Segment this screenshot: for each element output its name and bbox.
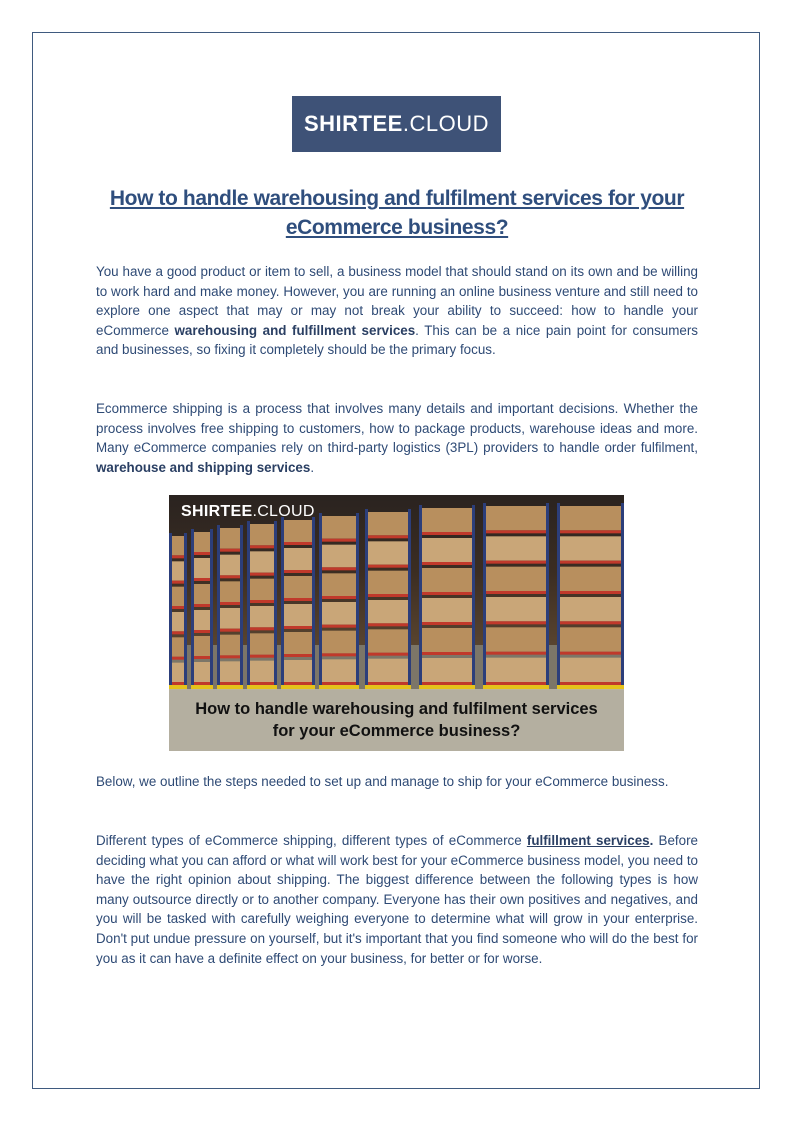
- shelf-boxes: [421, 538, 473, 562]
- shelf-post: [472, 505, 475, 685]
- shelf-beam: [247, 573, 277, 576]
- shelf-post: [312, 517, 315, 685]
- shelf-post: [483, 503, 486, 685]
- shelf-boxes: [219, 635, 241, 656]
- types-paragraph: [96, 831, 698, 968]
- shelf-boxes: [249, 551, 275, 572]
- shelf-beam: [557, 591, 624, 594]
- shelf-post: [621, 503, 624, 685]
- shelf-post: [217, 525, 220, 685]
- shelf-beam: [281, 542, 315, 545]
- shelf-boxes: [559, 597, 622, 621]
- shelf-post: [247, 521, 250, 685]
- shelf-beam: [319, 539, 359, 542]
- article-title: How to handle warehousing and fulfilment services for your eCommerce business?: [109, 187, 685, 239]
- shelf-boxes: [249, 524, 275, 545]
- shelf-beam: [281, 570, 315, 573]
- shelf-post: [419, 505, 422, 685]
- shelf-beam: [319, 625, 359, 628]
- shelf-boxes: [485, 506, 547, 530]
- types-tail: Before deciding what you can afford or what will work best for your eCommerce business model, you need to have the right opinion about shipping. The biggest difference between the following types is how many outsource directly or to another company. Everyone has their own positives and negatives, and you will be tasked with carefully weighing everyone to determine what will grow in your enterprise. Don't put undue pressure on yourself, but it's important that you find someone who will do the best for you as it can have a definite effect on your business, for better or for worse.: [96, 833, 698, 966]
- image-logo: [181, 503, 315, 521]
- shelf-boxes: [367, 512, 409, 535]
- shelf-beam: [191, 656, 213, 659]
- fulfillment-services-link[interactable]: fulfillment services: [526, 833, 650, 848]
- shelf-post: [408, 509, 411, 685]
- shelf-boxes: [421, 598, 473, 622]
- image-logo-thin: .CLOUD: [252, 503, 315, 520]
- shelf-beam: [217, 602, 243, 605]
- types-text: Different types of eCommerce shipping, different types of eCommerce: [96, 833, 527, 848]
- shelf-beam: [191, 552, 213, 555]
- shelf-boxes: [559, 567, 622, 591]
- shelf-beam: [483, 621, 549, 624]
- shelf-beam: [365, 565, 411, 568]
- shelf-boxes: [559, 627, 622, 651]
- shelf-beam: [365, 653, 411, 656]
- shelf-boxes: [283, 520, 313, 542]
- shelf-boxes: [367, 600, 409, 623]
- shelf-beam: [247, 682, 277, 685]
- intro-paragraph: [96, 262, 698, 360]
- shelf-boxes: [171, 536, 185, 555]
- shelf-beam: [319, 567, 359, 570]
- image-caption-line2: for your eCommerce business?: [272, 722, 521, 740]
- shelf-post: [184, 533, 187, 685]
- shelf-boxes: [321, 602, 357, 625]
- shelf-post: [210, 529, 213, 685]
- shelf-beam: [247, 600, 277, 603]
- shelf-boxes: [321, 659, 357, 682]
- shelf-beam: [191, 682, 213, 685]
- shelf-boxes: [559, 536, 622, 560]
- shelf-boxes: [193, 636, 211, 656]
- image-caption-line1: How to handle warehousing and fulfilment services: [195, 700, 598, 718]
- shelf-beam: [557, 561, 624, 564]
- shelf-boxes: [485, 567, 547, 591]
- shelf-beam: [557, 682, 624, 685]
- shelf-beam: [281, 682, 315, 685]
- shelf-boxes: [321, 573, 357, 596]
- shelf-boxes: [219, 528, 241, 549]
- shelf-boxes: [171, 663, 185, 682]
- shelf-boxes: [283, 576, 313, 598]
- shelf-boxes: [367, 659, 409, 682]
- shelf-beam: [365, 535, 411, 538]
- shelf-boxes: [559, 658, 622, 682]
- shelf-boxes: [321, 631, 357, 654]
- shelf-post: [365, 509, 368, 685]
- logo-text-thin: .CLOUD: [402, 111, 489, 136]
- shelf-beam: [319, 596, 359, 599]
- intro-text: You have a good product or item to sell, a business model that should stand on its own and be willing to work hard and make money. However, you are running an online business venture and still need to explore one aspect that may or may not break your ability to succeed: how to handle your eCommerce: [96, 264, 698, 338]
- shelf-boxes: [321, 516, 357, 539]
- shelf-boxes: [367, 541, 409, 564]
- shelf-post: [191, 529, 194, 685]
- shelf-boxes: [249, 633, 275, 654]
- shelf-beam: [419, 622, 475, 625]
- shelf-post: [546, 503, 549, 685]
- shelf-beam: [217, 629, 243, 632]
- shelf-boxes: [249, 661, 275, 682]
- shelf-beam: [281, 654, 315, 657]
- shelf-boxes: [283, 632, 313, 654]
- shelf-beam: [483, 561, 549, 564]
- shelf-boxes: [249, 579, 275, 600]
- shelf-beam: [419, 682, 475, 685]
- shelf-beam: [483, 682, 549, 685]
- shelf-post: [319, 513, 322, 685]
- shelf-boxes: [283, 660, 313, 682]
- shelf-beam: [365, 623, 411, 626]
- shelf-boxes: [193, 662, 211, 682]
- shelf-beam: [217, 655, 243, 658]
- shelf-beam: [247, 545, 277, 548]
- types-period: .: [649, 833, 654, 848]
- shelf-beam: [365, 682, 411, 685]
- shelf-post: [281, 517, 284, 685]
- shelf-boxes: [219, 555, 241, 576]
- shelf-beam: [365, 594, 411, 597]
- shelf-beam: [557, 621, 624, 624]
- image-caption: [169, 689, 624, 751]
- shelf-boxes: [171, 561, 185, 580]
- shelf-boxes: [193, 584, 211, 604]
- shelf-boxes: [171, 637, 185, 656]
- shelf-boxes: [421, 658, 473, 682]
- shelf-boxes: [219, 581, 241, 602]
- shelf-beam: [419, 592, 475, 595]
- shelf-boxes: [283, 604, 313, 626]
- shelf-boxes: [193, 532, 211, 552]
- shelf-beam: [191, 604, 213, 607]
- shelf-beam: [191, 630, 213, 633]
- shelf-beam: [217, 549, 243, 552]
- shipping-text: Ecommerce shipping is a process that involves many details and important decisions. Whether the process involves free shipping to customers, how to package products, warehouse ideas and more. Many eCommerce companies rely on third-party logistics (3PL) providers to handle order fulfilment,: [96, 401, 698, 456]
- shelf-boxes: [219, 661, 241, 682]
- shelf-beam: [217, 575, 243, 578]
- shelf-boxes: [249, 606, 275, 627]
- shelf-boxes: [171, 587, 185, 606]
- steps-paragraph: Below, we outline the steps needed to set up and manage to ship for your eCommerce business.: [96, 774, 669, 789]
- shipping-bold-keyword: warehouse and shipping services: [96, 459, 311, 475]
- brand-logo: [292, 96, 501, 152]
- shelf-beam: [217, 682, 243, 685]
- shelf-beam: [483, 530, 549, 533]
- shelf-post: [274, 521, 277, 685]
- shelf-beam: [281, 626, 315, 629]
- shelf-boxes: [485, 536, 547, 560]
- shelf-beam: [483, 591, 549, 594]
- intro-bold-keyword: warehousing and fulfillment services: [174, 322, 416, 338]
- shelf-beam: [247, 627, 277, 630]
- shelf-beam: [483, 652, 549, 655]
- shelf-beam: [247, 655, 277, 658]
- shelf-boxes: [485, 597, 547, 621]
- shelf-beam: [557, 530, 624, 533]
- logo-text-bold: SHIRTEE: [304, 111, 403, 136]
- shelf-beam: [319, 682, 359, 685]
- shelf-boxes: [193, 558, 211, 578]
- shelf-beam: [281, 598, 315, 601]
- shelf-post: [557, 503, 560, 685]
- shelf-beam: [419, 532, 475, 535]
- shelf-boxes: [367, 571, 409, 594]
- shelf-boxes: [367, 629, 409, 652]
- shelf-beam: [419, 562, 475, 565]
- shelf-post: [240, 525, 243, 685]
- shelf-beam: [557, 652, 624, 655]
- shelf-boxes: [421, 568, 473, 592]
- shelf-boxes: [485, 658, 547, 682]
- shelf-boxes: [421, 508, 473, 532]
- shelf-boxes: [193, 610, 211, 630]
- shelf-post: [356, 513, 359, 685]
- shelf-boxes: [219, 608, 241, 629]
- intro-tail: . This can be a nice pain point for consumers and businesses, so fixing it completely should be the primary focus.: [96, 322, 698, 358]
- shelf-beam: [191, 578, 213, 581]
- shelf-boxes: [485, 627, 547, 651]
- shelf-post: [169, 533, 172, 685]
- shelf-boxes: [171, 612, 185, 631]
- shipping-paragraph: [96, 399, 698, 477]
- shelf-boxes: [559, 506, 622, 530]
- shelf-beam: [319, 653, 359, 656]
- shelf-beam: [419, 652, 475, 655]
- shelf-boxes: [321, 545, 357, 568]
- warehouse-image: [169, 495, 624, 751]
- image-logo-bold: SHIRTEE: [181, 503, 253, 520]
- shelf-boxes: [421, 628, 473, 652]
- shelf-boxes: [283, 548, 313, 570]
- shipping-tail: .: [310, 459, 315, 475]
